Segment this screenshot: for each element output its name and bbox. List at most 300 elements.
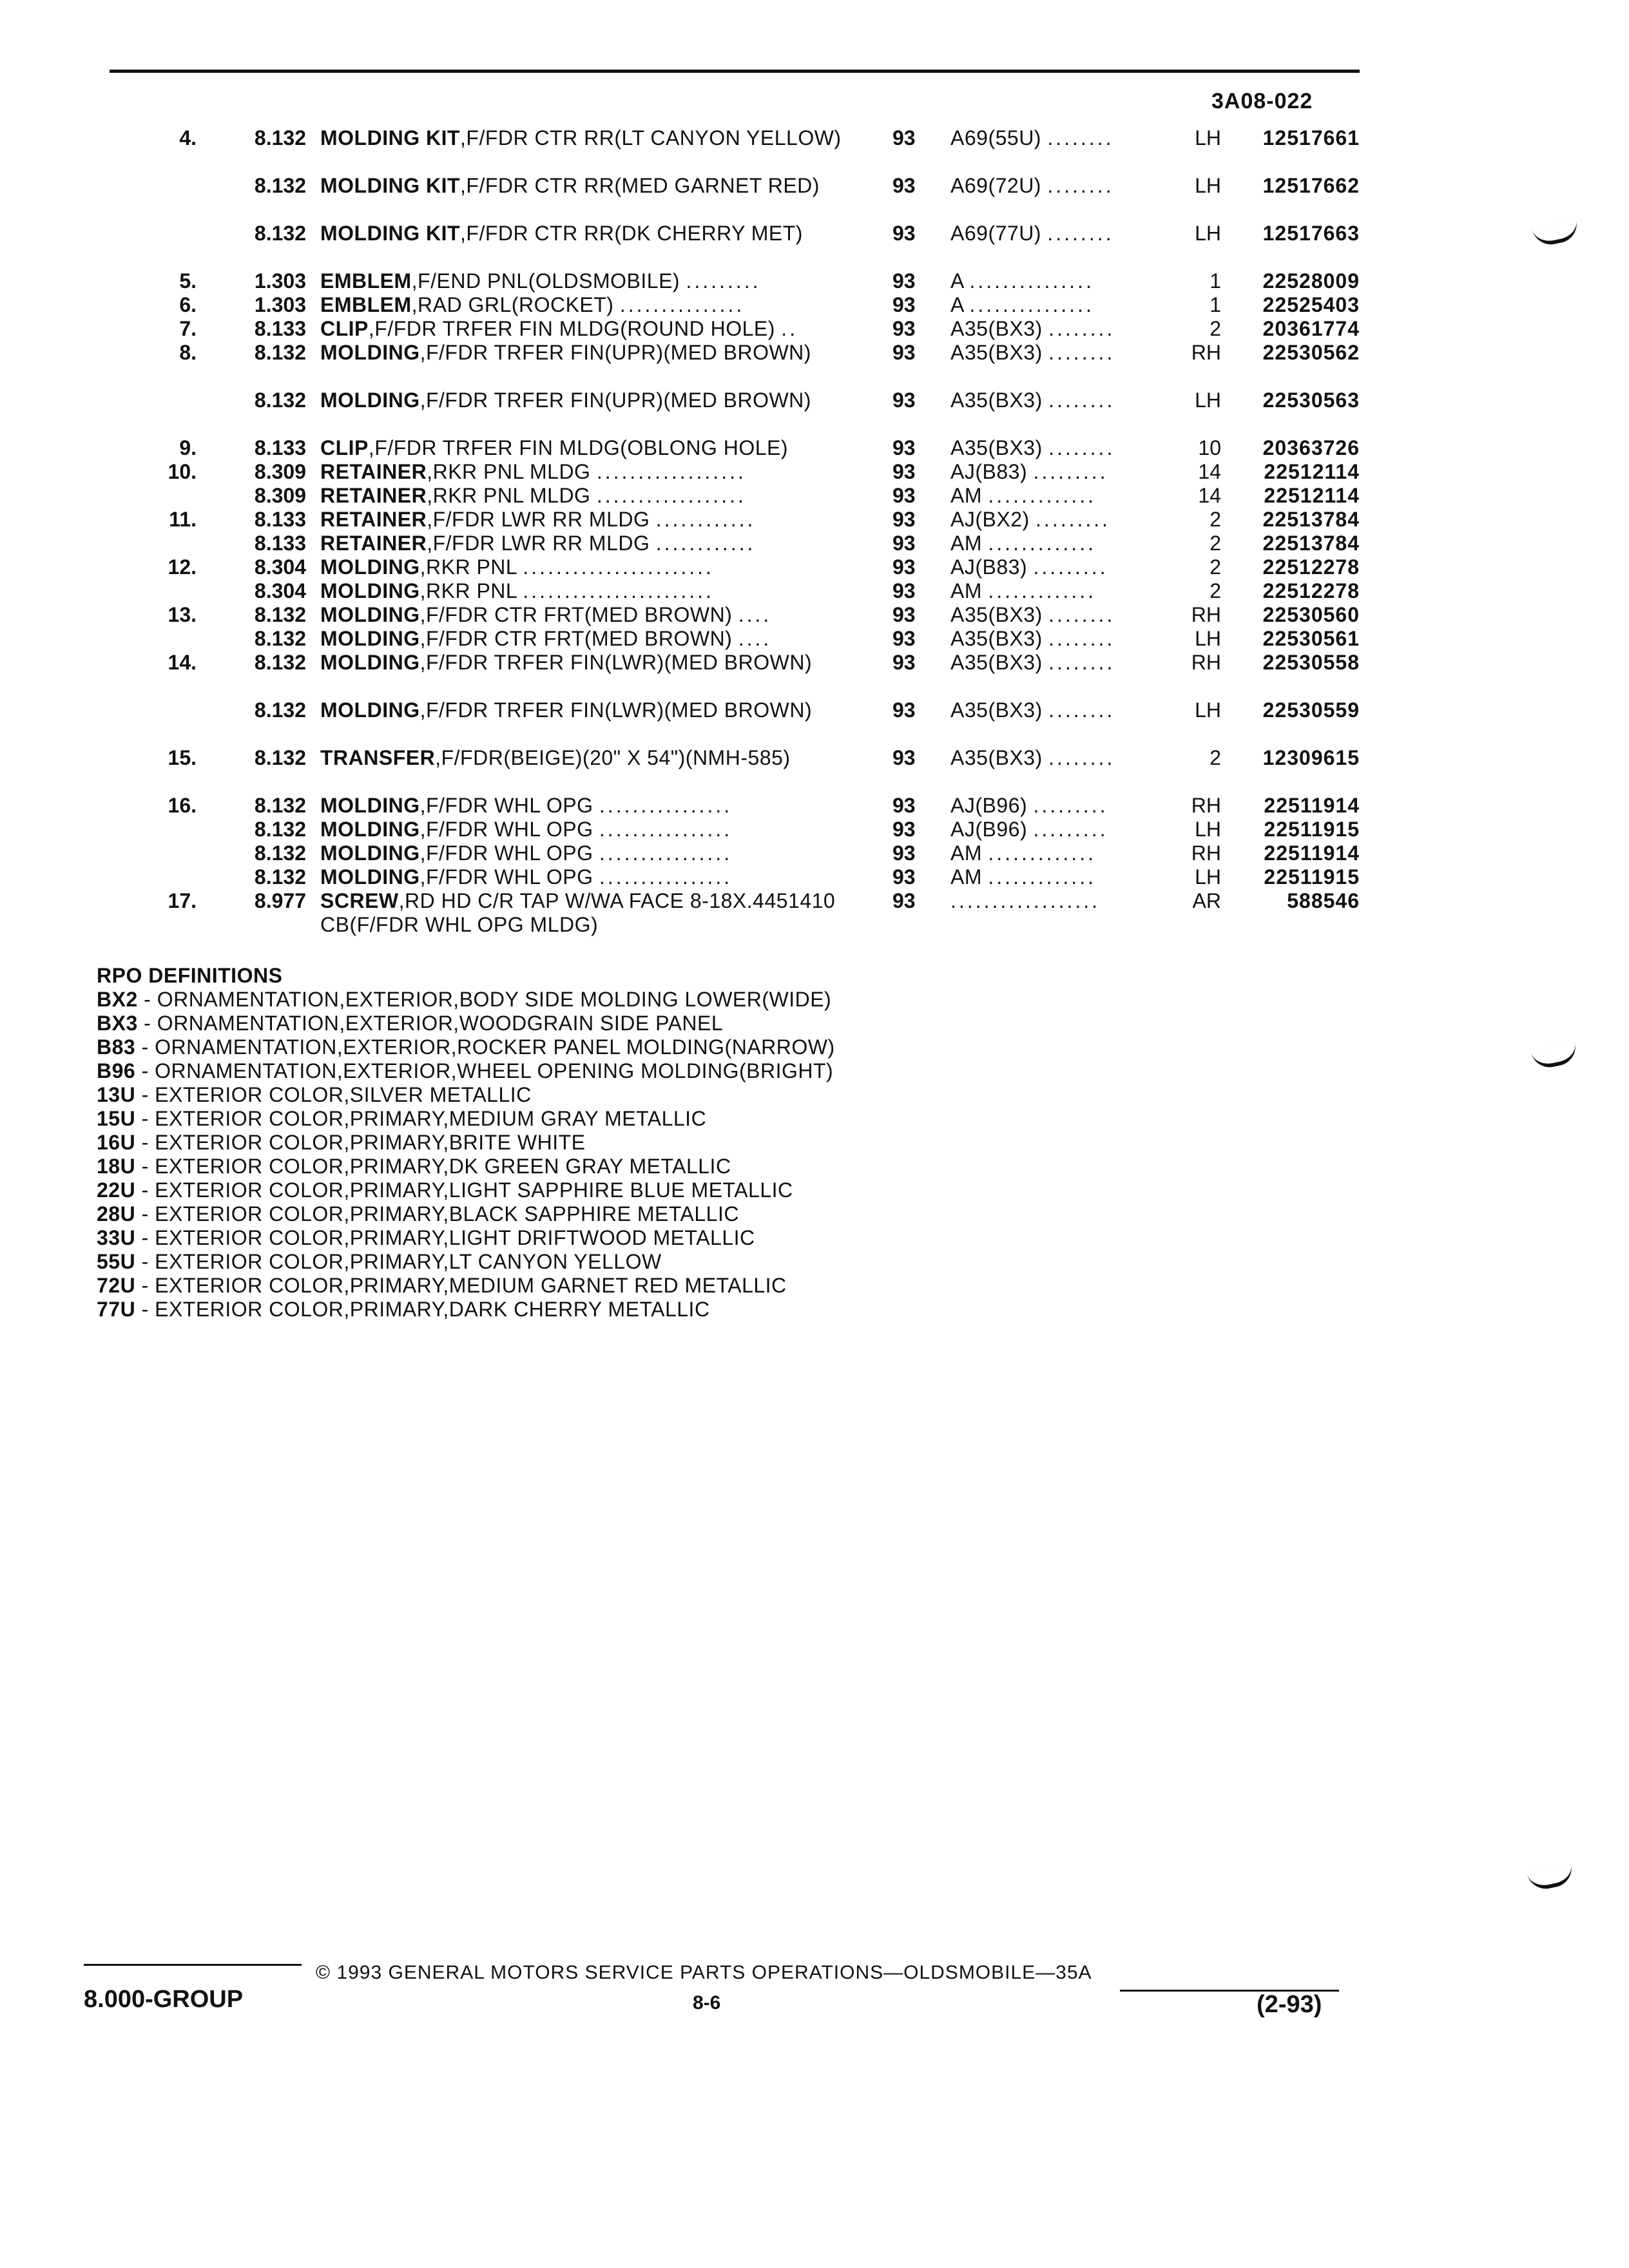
- group-number: 8.132: [254, 126, 306, 149]
- part-description: [320, 651, 868, 675]
- part-detail: ,F/FDR LWR RR MLDG: [427, 532, 650, 555]
- top-rule: [110, 70, 1360, 73]
- leader-dots: ...............: [969, 293, 1094, 316]
- part-name: MOLDING: [320, 555, 420, 579]
- model-year: 93: [892, 293, 916, 316]
- part-name: MOLDING: [320, 698, 420, 722]
- rpo-code: 33U: [97, 1226, 136, 1249]
- leader-dots: ........: [1048, 436, 1115, 459]
- parts-row: [0, 555, 1629, 579]
- model-year: 93: [892, 579, 916, 602]
- part-detail: ,F/FDR CTR RR(DK CHERRY MET): [460, 222, 803, 245]
- model-year: 93: [892, 818, 916, 841]
- part-name: MOLDING KIT: [320, 222, 461, 245]
- application: [950, 126, 1170, 150]
- rpo-text: - EXTERIOR COLOR,PRIMARY,LIGHT DRIFTWOOD METALLIC: [135, 1226, 755, 1249]
- quantity: AR: [1192, 889, 1221, 912]
- part-number: 20361774: [1262, 317, 1360, 340]
- leader-dots: ................: [599, 794, 733, 817]
- illustration-number: 13.: [168, 603, 197, 626]
- quantity: 2: [1210, 579, 1221, 602]
- application: [950, 389, 1170, 412]
- part-description: [320, 841, 868, 865]
- part-detail: ,F/FDR WHL OPG: [419, 841, 593, 865]
- rpo-text: - EXTERIOR COLOR,PRIMARY,DK GREEN GRAY METALLIC: [135, 1155, 731, 1178]
- model-year: 93: [892, 865, 916, 889]
- part-number: 22528009: [1262, 269, 1360, 293]
- application: [950, 436, 1170, 460]
- model-year: 93: [892, 889, 916, 912]
- part-description: [320, 508, 868, 532]
- part-description: [320, 627, 868, 651]
- illustration-number: 10.: [168, 460, 197, 483]
- part-number: 22512114: [1264, 460, 1360, 483]
- rpo-item: [97, 1250, 835, 1274]
- rpo-text: - EXTERIOR COLOR,PRIMARY,MEDIUM GRAY METALLIC: [135, 1107, 707, 1130]
- rpo-code: 18U: [97, 1155, 136, 1178]
- part-detail: ,F/FDR(BEIGE)(20" X 54")(NMH-585): [435, 746, 791, 769]
- rpo-text: - EXTERIOR COLOR,PRIMARY,LIGHT SAPPHIRE BLUE METALLIC: [135, 1178, 793, 1202]
- illustration-number: 9.: [179, 436, 197, 459]
- leader-dots: .........: [1036, 508, 1111, 531]
- quantity: LH: [1195, 865, 1221, 889]
- leader-dots: .......................: [523, 555, 714, 579]
- rpo-code: BX3: [97, 1012, 138, 1035]
- illustration-number: 8.: [179, 341, 197, 364]
- leader-dots: .............: [988, 484, 1096, 507]
- model-year: 93: [892, 269, 916, 293]
- parts-row: [0, 603, 1629, 627]
- part-number: 22513784: [1262, 532, 1360, 555]
- application-code: A35(BX3): [950, 627, 1043, 650]
- application-code: A35(BX3): [950, 389, 1043, 412]
- rpo-item: [97, 1035, 835, 1059]
- part-description: [320, 126, 868, 150]
- part-number: 22530563: [1262, 389, 1360, 412]
- application: [950, 698, 1170, 722]
- part-description: [320, 889, 868, 937]
- leader-dots: .......................: [523, 579, 714, 602]
- rpo-code: BX2: [97, 988, 138, 1011]
- parts-row: [0, 889, 1629, 937]
- parts-row: [0, 174, 1629, 222]
- quantity: 14: [1198, 484, 1221, 507]
- leader-dots: ............: [655, 532, 756, 555]
- part-detail: ,F/FDR TRFER FIN(UPR)(MED BROWN): [419, 341, 811, 364]
- rpo-item: [97, 1131, 835, 1155]
- rpo-title: RPO DEFINITIONS: [97, 964, 283, 987]
- group-number: 8.133: [254, 508, 306, 531]
- parts-row: [0, 222, 1629, 269]
- part-description: [320, 818, 868, 841]
- rpo-item: [97, 1178, 835, 1202]
- part-description: [320, 341, 868, 365]
- application: [950, 317, 1170, 341]
- group-number: 8.132: [254, 698, 306, 722]
- part-description: [320, 222, 868, 245]
- quantity: 1: [1210, 269, 1221, 293]
- rpo-code: 13U: [97, 1083, 136, 1106]
- application-code: AM: [950, 841, 982, 865]
- leader-dots: ....: [738, 603, 772, 626]
- binder-mark-2: [1531, 1043, 1579, 1071]
- application-code: A69(55U): [950, 126, 1041, 149]
- application: [950, 484, 1170, 508]
- part-detail: ,F/FDR CTR FRT(MED BROWN): [419, 603, 733, 626]
- part-detail: ,F/FDR WHL OPG: [419, 794, 593, 817]
- application-code: A69(72U): [950, 174, 1041, 197]
- parts-row: [0, 389, 1629, 436]
- rpo-item: [97, 1107, 835, 1131]
- application: [950, 889, 1170, 913]
- leader-dots: ............: [655, 508, 756, 531]
- part-detail: ,F/FDR WHL OPG: [419, 818, 593, 841]
- rpo-item: [97, 1202, 835, 1226]
- quantity: LH: [1195, 126, 1221, 149]
- leader-dots: ........: [1048, 627, 1115, 650]
- rpo-item: [97, 1012, 835, 1035]
- leader-dots: ........: [1048, 746, 1115, 769]
- rpo-text: - EXTERIOR COLOR,PRIMARY,BLACK SAPPHIRE METALLIC: [135, 1202, 739, 1225]
- part-detail: ,F/FDR TRFER FIN(UPR)(MED BROWN): [419, 389, 811, 412]
- part-name: MOLDING: [320, 865, 420, 889]
- rpo-text: - EXTERIOR COLOR,PRIMARY,BRITE WHITE: [135, 1131, 586, 1154]
- part-number: 22525403: [1262, 293, 1360, 316]
- part-name: MOLDING KIT: [320, 126, 461, 149]
- application: [950, 651, 1170, 675]
- quantity: LH: [1195, 222, 1221, 245]
- rpo-text: - ORNAMENTATION,EXTERIOR,BODY SIDE MOLDING LOWER(WIDE): [137, 988, 832, 1011]
- part-number: 22512114: [1264, 484, 1360, 507]
- application-code: A35(BX3): [950, 603, 1043, 626]
- footer-page-number: 8-6: [693, 1992, 721, 2013]
- model-year: 93: [892, 698, 916, 722]
- rpo-code: 72U: [97, 1274, 136, 1297]
- leader-dots: ..: [781, 317, 798, 340]
- rpo-text: - EXTERIOR COLOR,SILVER METALLIC: [135, 1083, 532, 1106]
- leader-dots: ........: [1048, 317, 1115, 340]
- part-number: 12309615: [1262, 746, 1360, 769]
- application: [950, 341, 1170, 365]
- application: [950, 269, 1170, 293]
- part-name: MOLDING: [320, 603, 420, 626]
- quantity: 14: [1198, 460, 1221, 483]
- part-number: 22530559: [1262, 698, 1360, 722]
- parts-row: [0, 126, 1629, 174]
- leader-dots: ................: [599, 841, 733, 865]
- illustration-number: 5.: [179, 269, 197, 293]
- part-description: [320, 794, 868, 818]
- model-year: 93: [892, 794, 916, 817]
- leader-dots: .........: [1033, 794, 1108, 817]
- quantity: 2: [1210, 532, 1221, 555]
- leader-dots: ...............: [969, 269, 1094, 293]
- application-code: A35(BX3): [950, 317, 1043, 340]
- illustration-number: 14.: [168, 651, 197, 674]
- part-description: [320, 293, 868, 317]
- part-number: 22530561: [1262, 627, 1360, 650]
- part-number: 22511914: [1264, 841, 1360, 865]
- group-number: 8.132: [254, 794, 306, 817]
- part-detail: ,F/FDR CTR RR(LT CANYON YELLOW): [460, 126, 842, 149]
- part-name: CLIP: [320, 317, 369, 340]
- application-code: AJ(B96): [950, 794, 1028, 817]
- leader-dots: ..................: [596, 460, 746, 483]
- model-year: 93: [892, 746, 916, 769]
- group-number: 8.132: [254, 389, 306, 412]
- quantity: RH: [1191, 603, 1221, 626]
- group-number: 8.132: [254, 865, 306, 889]
- part-name: SCREW: [320, 889, 399, 912]
- part-number: 12517663: [1262, 222, 1360, 245]
- application-code: A69(77U): [950, 222, 1041, 245]
- leader-dots: ........: [1048, 341, 1115, 364]
- rpo-text: - ORNAMENTATION,EXTERIOR,WHEEL OPENING MOLDING(BRIGHT): [135, 1059, 834, 1082]
- part-name: RETAINER: [320, 532, 427, 555]
- part-detail: ,RD HD C/R TAP W/WA FACE 8-18X.4451410 CB(F/FDR WHL OPG MLDG): [320, 889, 836, 936]
- application: [950, 627, 1170, 651]
- parts-row: [0, 317, 1629, 341]
- rpo-text: - EXTERIOR COLOR,PRIMARY,DARK CHERRY METALLIC: [135, 1298, 710, 1321]
- part-number: 22512278: [1262, 579, 1360, 602]
- part-detail: ,RKR PNL MLDG: [427, 460, 591, 483]
- rpo-text: - ORNAMENTATION,EXTERIOR,ROCKER PANEL MOLDING(NARROW): [135, 1035, 835, 1059]
- part-name: EMBLEM: [320, 293, 412, 316]
- application-code: A: [950, 293, 964, 316]
- model-year: 93: [892, 389, 916, 412]
- leader-dots: .............: [988, 865, 1096, 889]
- part-description: [320, 436, 868, 460]
- quantity: RH: [1191, 794, 1221, 817]
- group-number: 8.132: [254, 341, 306, 364]
- group-number: 8.132: [254, 174, 306, 197]
- parts-row: [0, 341, 1629, 389]
- part-description: [320, 555, 868, 579]
- part-description: [320, 484, 868, 508]
- model-year: 93: [892, 508, 916, 531]
- part-detail: ,RKR PNL: [419, 555, 517, 579]
- group-number: 8.133: [254, 317, 306, 340]
- group-number: 8.133: [254, 532, 306, 555]
- model-year: 93: [892, 174, 916, 197]
- quantity: LH: [1195, 698, 1221, 722]
- rpo-code: B83: [97, 1035, 136, 1059]
- part-description: [320, 865, 868, 889]
- group-number: 8.132: [254, 603, 306, 626]
- model-year: 93: [892, 436, 916, 459]
- part-detail: ,F/FDR TRFER FIN(LWR)(MED BROWN): [419, 651, 813, 674]
- rpo-item: [97, 1155, 835, 1178]
- part-number: 22530562: [1262, 341, 1360, 364]
- group-number: 1.303: [254, 293, 306, 316]
- rpo-text: - EXTERIOR COLOR,PRIMARY,LT CANYON YELLOW: [135, 1250, 662, 1273]
- part-name: MOLDING: [320, 341, 420, 364]
- part-number: 22512278: [1262, 555, 1360, 579]
- leader-dots: ...............: [619, 293, 745, 316]
- rpo-code: 16U: [97, 1131, 136, 1154]
- part-detail: ,RAD GRL(ROCKET): [411, 293, 614, 316]
- application-code: A35(BX3): [950, 651, 1043, 674]
- part-description: [320, 389, 868, 412]
- leader-dots: .........: [1033, 818, 1108, 841]
- part-detail: ,F/FDR CTR FRT(MED BROWN): [419, 627, 733, 650]
- leader-dots: ........: [1048, 651, 1115, 674]
- application-code: AJ(B96): [950, 818, 1028, 841]
- group-number: 8.132: [254, 627, 306, 650]
- group-number: 8.132: [254, 841, 306, 865]
- model-year: 93: [892, 651, 916, 674]
- leader-dots: ..................: [596, 484, 746, 507]
- footer-rule-left: [84, 1964, 302, 1966]
- application: [950, 818, 1170, 841]
- rpo-text: - ORNAMENTATION,EXTERIOR,WOODGRAIN SIDE PANEL: [137, 1012, 724, 1035]
- part-name: MOLDING: [320, 627, 420, 650]
- parts-row: [0, 293, 1629, 317]
- parts-row: [0, 436, 1629, 460]
- group-number: 8.132: [254, 746, 306, 769]
- application: [950, 579, 1170, 603]
- part-detail: ,F/FDR TRFER FIN MLDG(OBLONG HOLE): [368, 436, 788, 459]
- part-number: 22511915: [1264, 818, 1360, 841]
- leader-dots: .........: [1033, 460, 1108, 483]
- parts-row: [0, 746, 1629, 794]
- part-name: RETAINER: [320, 460, 427, 483]
- part-description: [320, 579, 868, 603]
- application-code: AJ(BX2): [950, 508, 1030, 531]
- rpo-text: - EXTERIOR COLOR,PRIMARY,MEDIUM GARNET RED METALLIC: [135, 1274, 787, 1297]
- quantity: LH: [1195, 174, 1221, 197]
- part-name: CLIP: [320, 436, 369, 459]
- part-number: 588546: [1287, 889, 1360, 912]
- part-number: 22511915: [1264, 865, 1360, 889]
- rpo-item: [97, 988, 835, 1012]
- part-number: 22513784: [1262, 508, 1360, 531]
- application-code: A: [950, 269, 964, 293]
- application-code: AM: [950, 484, 982, 507]
- illustration-number: 12.: [168, 555, 197, 579]
- part-detail: ,F/END PNL(OLDSMOBILE): [411, 269, 680, 293]
- part-name: RETAINER: [320, 484, 427, 507]
- parts-row: [0, 794, 1629, 818]
- part-name: TRANSFER: [320, 746, 436, 769]
- footer-date: (2-93): [1257, 1991, 1322, 2018]
- application-code: A35(BX3): [950, 746, 1043, 769]
- application-code: AJ(B83): [950, 555, 1028, 579]
- model-year: 93: [892, 126, 916, 149]
- leader-dots: ....: [738, 627, 772, 650]
- part-description: [320, 603, 868, 627]
- rpo-code: 22U: [97, 1178, 136, 1202]
- parts-list: [0, 126, 1629, 937]
- quantity: LH: [1195, 818, 1221, 841]
- rpo-code: 28U: [97, 1202, 136, 1225]
- leader-dots: .............: [988, 579, 1096, 602]
- quantity: LH: [1195, 627, 1221, 650]
- part-number: 20363726: [1262, 436, 1360, 459]
- parts-row: [0, 627, 1629, 651]
- leader-dots: ..................: [950, 889, 1101, 912]
- part-name: MOLDING: [320, 579, 420, 602]
- quantity: LH: [1195, 389, 1221, 412]
- model-year: 93: [892, 460, 916, 483]
- illustration-number: 6.: [179, 293, 197, 316]
- application-code: AM: [950, 865, 982, 889]
- leader-dots: ........: [1048, 698, 1115, 722]
- footer-group: 8.000-GROUP: [84, 1986, 244, 2013]
- part-description: [320, 460, 868, 484]
- group-number: 8.977: [254, 889, 306, 912]
- quantity: 2: [1210, 746, 1221, 769]
- part-name: RETAINER: [320, 508, 427, 531]
- document-id: 3A08-022: [1211, 89, 1313, 113]
- model-year: 93: [892, 341, 916, 364]
- group-number: 1.303: [254, 269, 306, 293]
- part-description: [320, 746, 868, 770]
- leader-dots: ................: [599, 865, 733, 889]
- part-name: MOLDING: [320, 794, 420, 817]
- part-number: 22530560: [1262, 603, 1360, 626]
- application: [950, 508, 1170, 532]
- application: [950, 222, 1170, 245]
- group-number: 8.309: [254, 484, 306, 507]
- part-detail: ,F/FDR TRFER FIN(LWR)(MED BROWN): [419, 698, 813, 722]
- illustration-number: 11.: [169, 508, 197, 531]
- binder-mark-3: [1527, 1864, 1576, 1892]
- group-number: 8.132: [254, 818, 306, 841]
- application: [950, 794, 1170, 818]
- model-year: 93: [892, 603, 916, 626]
- application-code: AJ(B83): [950, 460, 1028, 483]
- part-name: MOLDING: [320, 389, 420, 412]
- parts-row: [0, 651, 1629, 698]
- parts-row: [0, 508, 1629, 532]
- part-detail: ,F/FDR WHL OPG: [419, 865, 593, 889]
- parts-row: [0, 484, 1629, 508]
- rpo-code: 15U: [97, 1107, 136, 1130]
- group-number: 8.304: [254, 555, 306, 579]
- application: [950, 532, 1170, 555]
- application: [950, 865, 1170, 889]
- application: [950, 746, 1170, 770]
- part-number: 22530558: [1262, 651, 1360, 674]
- leader-dots: .........: [686, 269, 761, 293]
- rpo-definitions: [97, 964, 835, 1321]
- model-year: 93: [892, 532, 916, 555]
- part-name: MOLDING: [320, 841, 420, 865]
- parts-row: [0, 865, 1629, 889]
- part-detail: ,F/FDR CTR RR(MED GARNET RED): [460, 174, 820, 197]
- part-number: 12517661: [1262, 126, 1360, 149]
- parts-row: [0, 818, 1629, 841]
- leader-dots: ........: [1047, 126, 1114, 149]
- application-code: AM: [950, 579, 982, 602]
- quantity: RH: [1191, 341, 1221, 364]
- rpo-item: [97, 1298, 835, 1321]
- quantity: RH: [1191, 651, 1221, 674]
- application: [950, 603, 1170, 627]
- application: [950, 460, 1170, 484]
- application: [950, 293, 1170, 317]
- part-name: MOLDING KIT: [320, 174, 461, 197]
- group-number: 8.304: [254, 579, 306, 602]
- application-code: AM: [950, 532, 982, 555]
- quantity: 10: [1198, 436, 1221, 459]
- leader-dots: .............: [988, 532, 1096, 555]
- leader-dots: ................: [599, 818, 733, 841]
- application: [950, 174, 1170, 198]
- part-name: EMBLEM: [320, 269, 412, 293]
- illustration-number: 4.: [179, 126, 197, 149]
